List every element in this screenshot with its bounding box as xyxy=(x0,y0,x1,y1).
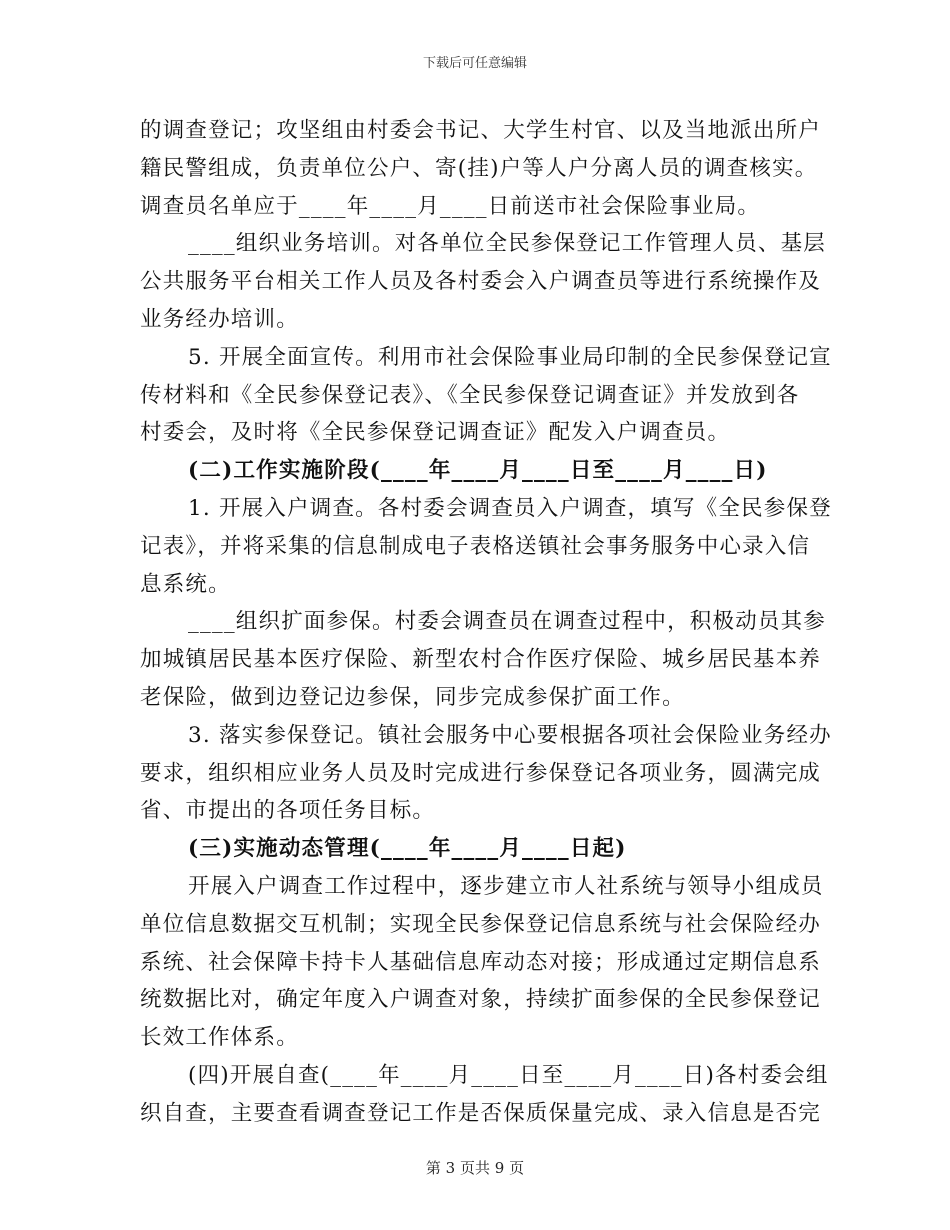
text-line: 记表》，并将采集的信息制成电子表格送镇社会事务服务中心录入信 xyxy=(140,533,811,559)
page-header: 下载后可任意编辑 xyxy=(422,56,527,71)
text-line: 省、市提出的各项任务目标。 xyxy=(140,798,436,824)
text-line: ____组织业务培训。对各单位全民参保登记工作管理人员、基层 xyxy=(188,231,827,257)
text-line: 要求，组织相应业务人员及时完成进行参保登记各项业务，圆满完成 xyxy=(140,760,822,786)
text-line: 统数据比对，确定年度入户调查对象，持续扩面参保的全民参保登记 xyxy=(140,987,822,1013)
text-line: (四)开展自查(____年____月____日至____月____日)各村委会组 xyxy=(188,1062,829,1088)
text-line: 籍民警组成，负责单位公户、寄(挂)户等人户分离人员的调查核实。 xyxy=(140,155,818,181)
text-line: 老保险，做到边登记边参保，同步完成参保扩面工作。 xyxy=(140,684,685,710)
text-line: 3. 落实参保登记。镇社会服务中心要根据各项社会保险业务经办 xyxy=(188,722,832,748)
text-line: 加城镇居民基本医疗保险、新型农村合作医疗保险、城乡居民基本养 xyxy=(140,647,822,673)
paragraph xyxy=(140,225,827,338)
text-line: 系统、社会保障卡持卡人基础信息库动态对接；形成通过定期信息系 xyxy=(140,949,822,975)
text-line: 调查员名单应于____年____月____日前送市社会保险事业局。 xyxy=(140,193,761,219)
text-line: 织自查，主要查看调查登记工作是否保质保量完成、录入信息是否完 xyxy=(140,1100,822,1126)
text-line: 村委会，及时将《全民参保登记调查证》配发入户调查员。 xyxy=(140,420,731,446)
section-heading xyxy=(140,452,812,490)
text-line: 公共服务平台相关工作人员及各村委会入户调查员等进行系统操作及 xyxy=(140,269,822,295)
section-heading xyxy=(140,830,812,868)
text-line: 传材料和《全民参保登记表》、《全民参保登记调查证》并发放到各 xyxy=(140,382,800,408)
text-line: 开展入户调查工作过程中，逐步建立市人社系统与领导小组成员 xyxy=(188,873,824,899)
text-line: 业务经办培训。 xyxy=(140,306,299,332)
paragraph xyxy=(140,1057,829,1133)
text-line: (二)工作实施阶段(____年____月____日至____月____日) xyxy=(188,458,768,484)
text-line: 息系统。 xyxy=(140,571,231,597)
text-line: 的调查登记；攻坚组由村委会书记、大学生村官、以及当地派出所户 xyxy=(140,118,822,143)
page-footer: 第 3 页共 9 页 xyxy=(425,1159,525,1177)
paragraph xyxy=(140,603,827,716)
paragraph xyxy=(140,490,832,603)
paragraph xyxy=(140,112,822,225)
text-line: 长效工作体系。 xyxy=(140,1025,299,1051)
document-body xyxy=(140,112,832,1133)
text-line: 单位信息数据交互机制；实现全民参保登记信息系统与社会保险经办 xyxy=(140,911,822,937)
paragraph xyxy=(140,868,824,1057)
text-line: (三)实施动态管理(____年____月____日起) xyxy=(188,836,627,862)
paragraph xyxy=(140,339,832,452)
text-line: ____组织扩面参保。村委会调查员在调查过程中，积极动员其参 xyxy=(188,609,827,635)
text-line: 5. 开展全面宣传。利用市社会保险事业局印制的全民参保登记宣 xyxy=(188,344,832,370)
paragraph xyxy=(140,717,832,830)
text-line: 1. 开展入户调查。各村委会调查员入户调查，填写《全民参保登 xyxy=(188,495,832,521)
